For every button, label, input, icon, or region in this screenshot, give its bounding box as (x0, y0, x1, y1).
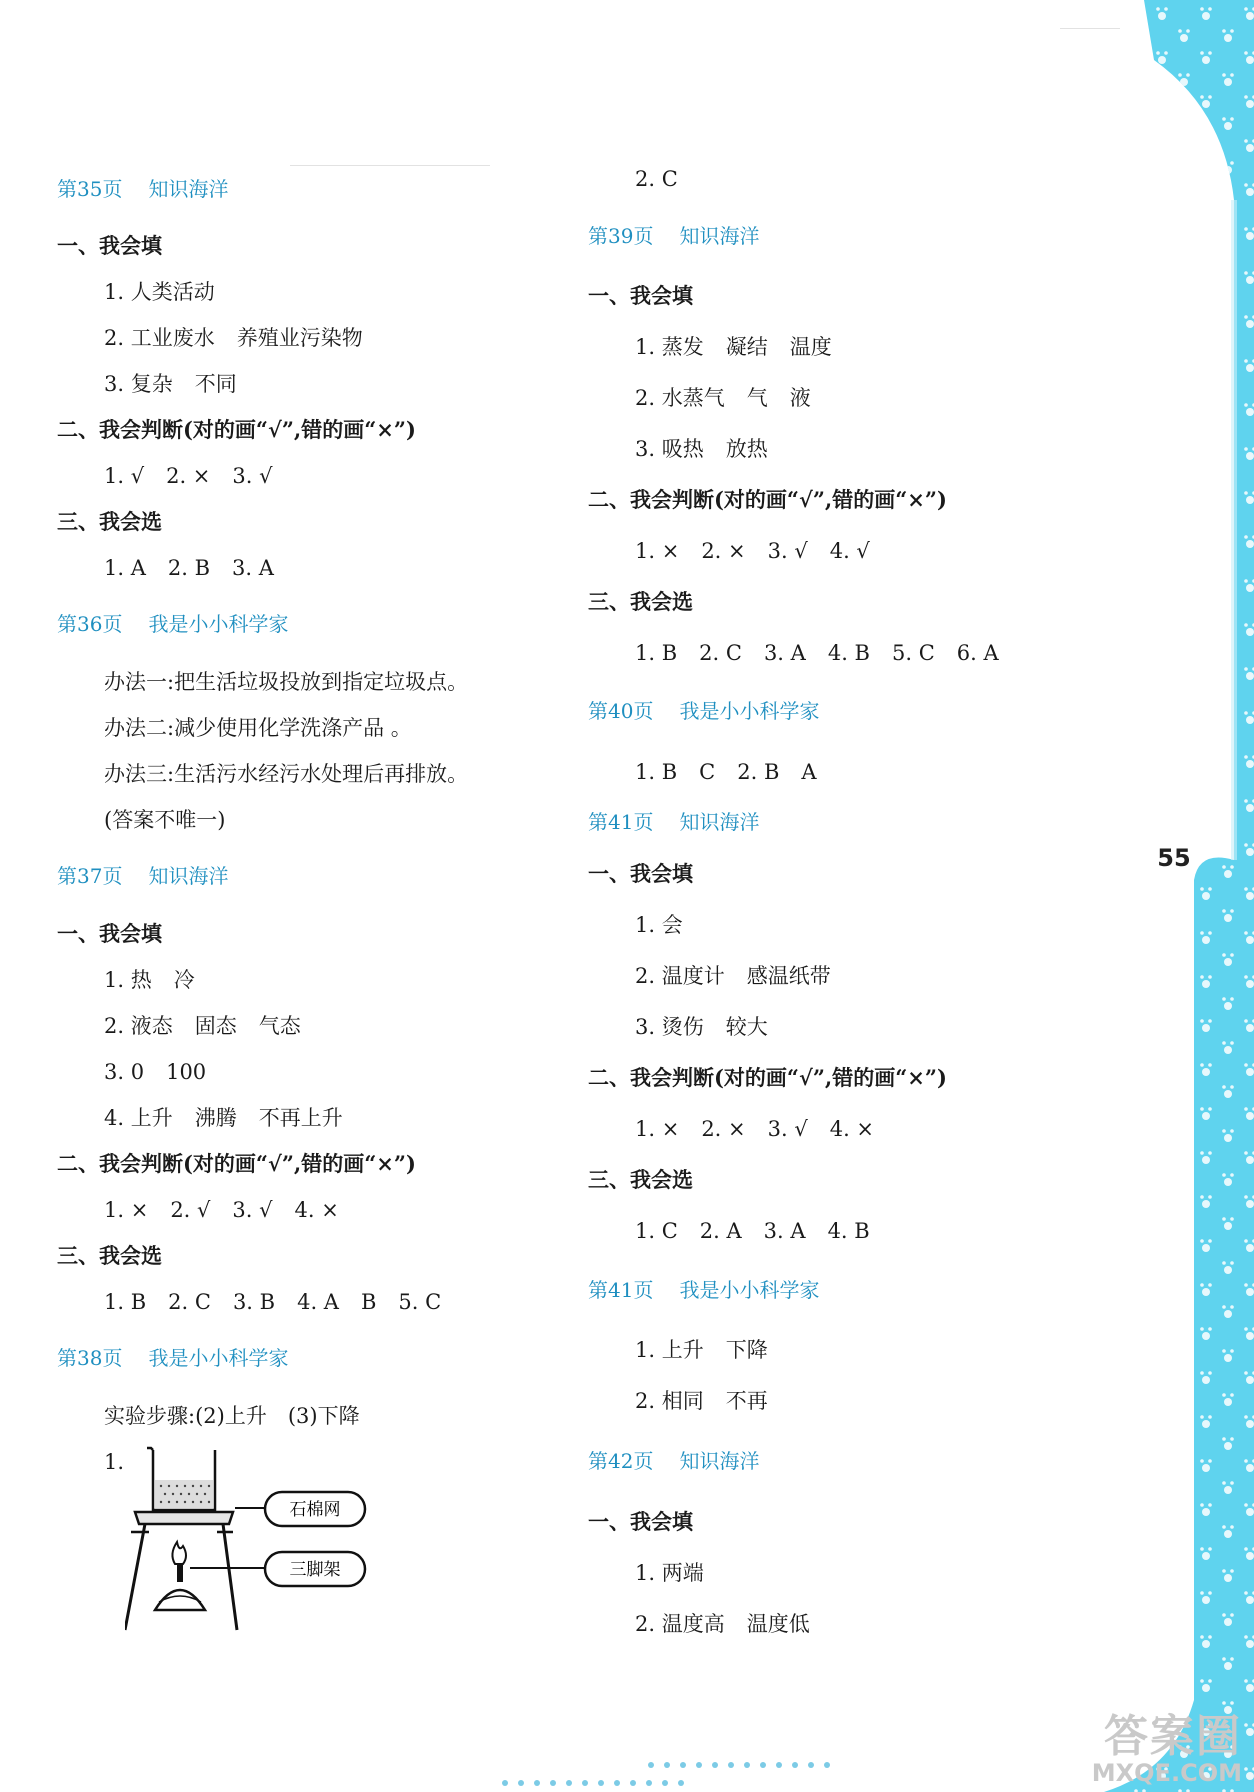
label-gauze: 石棉网 (289, 1500, 341, 1520)
top-rule (290, 165, 490, 166)
subsection-fill: 一、我会填 (588, 1509, 693, 1534)
asbestos-gauze-icon (135, 1512, 233, 1524)
alcohol-lamp-icon (155, 1542, 205, 1610)
answer-line: 办法二:减少使用化学洗涤产品 。 (104, 716, 412, 740)
answer-line: 1. (104, 1450, 125, 1474)
answer-line: 1. × 2. √ 3. √ 4. × (104, 1198, 339, 1222)
lab-apparatus-figure (125, 1440, 425, 1640)
beaker-icon (147, 1448, 215, 1510)
answer-line: 2. 温度计 感温纸带 (635, 964, 831, 988)
subsection-judge: 二、我会判断(对的画“√”,错的画“×”) (57, 417, 416, 442)
section-heading-p40: 第40页 我是小小科学家 (588, 699, 820, 723)
watermark (1091, 1711, 1242, 1787)
subsection-fill: 一、我会填 (57, 921, 162, 946)
answer-line: 1. A 2. B 3. A (104, 556, 274, 580)
section-heading-p41: 第41页 知识海洋 (588, 810, 760, 834)
subsection-choose: 三、我会选 (57, 509, 162, 534)
answer-line: 3. 吸热 放热 (635, 437, 768, 461)
answer-line: 1. 两端 (635, 1561, 704, 1585)
watermark-url: MXQE.COM (1091, 1759, 1242, 1787)
subsection-choose: 三、我会选 (57, 1243, 162, 1268)
section-heading-p35: 第35页 知识海洋 (57, 177, 229, 201)
answer-line: 3. 烫伤 较大 (635, 1015, 768, 1039)
subsection-fill: 一、我会填 (588, 861, 693, 886)
answer-line: 2. 温度高 温度低 (635, 1612, 810, 1636)
answer-line: 1. 热 冷 (104, 968, 195, 992)
label-tripod: 三脚架 (289, 1560, 341, 1580)
subsection-choose: 三、我会选 (588, 1167, 693, 1192)
subsection-judge: 二、我会判断(对的画“√”,错的画“×”) (588, 487, 947, 512)
answer-line: 办法一:把生活垃圾投放到指定垃圾点。 (104, 670, 469, 694)
section-heading-p37: 第37页 知识海洋 (57, 864, 229, 888)
section-heading-p39: 第39页 知识海洋 (588, 224, 760, 248)
subsection-fill: 一、我会填 (588, 283, 693, 308)
subsection-judge: 二、我会判断(对的画“√”,错的画“×”) (588, 1065, 947, 1090)
section-heading-p42: 第42页 知识海洋 (588, 1449, 760, 1473)
section-heading-p41-scientist: 第41页 我是小小科学家 (588, 1278, 820, 1302)
answer-line: 1. B C 2. B A (635, 760, 817, 784)
answer-line: 1. √ 2. × 3. √ (104, 464, 273, 488)
bottom-dots-row-2 (502, 1780, 684, 1786)
answer-line: 1. B 2. C 3. B 4. A B 5. C (104, 1290, 442, 1314)
answer-line: 1. 会 (635, 913, 683, 937)
answer-line: 3. 复杂 不同 (104, 372, 237, 396)
subsection-fill: 一、我会填 (57, 233, 162, 258)
answer-line: 1. 人类活动 (104, 280, 215, 304)
answer-line: 4. 上升 沸腾 不再上升 (104, 1106, 343, 1130)
page-number: 55 (1148, 838, 1200, 878)
answer-line: 实验步骤:(2)上升 (3)下降 (104, 1404, 360, 1428)
bottom-dots-row-1 (648, 1762, 830, 1768)
answer-line: 1. C 2. A 3. A 4. B (635, 1219, 870, 1243)
subsection-judge: 二、我会判断(对的画“√”,错的画“×”) (57, 1151, 416, 1176)
answer-line: 1. 蒸发 凝结 温度 (635, 335, 832, 359)
answer-line: 3. 0 100 (104, 1060, 207, 1084)
section-heading-p36: 第36页 我是小小科学家 (57, 612, 289, 636)
answer-line: 办法三:生活污水经污水处理后再排放。 (104, 762, 469, 786)
answer-line: 2. 工业废水 养殖业污染物 (104, 326, 363, 350)
answer-line: 1. 上升 下降 (635, 1338, 768, 1362)
answer-line: 2. 相同 不再 (635, 1389, 768, 1413)
answer-line: 2. 液态 固态 气态 (104, 1014, 301, 1038)
watermark-text: 答案圈 (1104, 1711, 1242, 1762)
answer-line: 1. × 2. × 3. √ 4. √ (635, 539, 870, 563)
side-decoration-band (1104, 0, 1254, 1792)
subsection-choose: 三、我会选 (588, 589, 693, 614)
answer-line: 2. 水蒸气 气 液 (635, 386, 811, 410)
answer-note: (答案不唯一) (104, 808, 226, 832)
section-heading-p38: 第38页 我是小小科学家 (57, 1346, 289, 1370)
answer-line: 1. B 2. C 3. A 4. B 5. C 6. A (635, 641, 999, 665)
answer-line: 1. × 2. × 3. √ 4. × (635, 1117, 875, 1141)
answer-line: 2. C (635, 167, 678, 191)
